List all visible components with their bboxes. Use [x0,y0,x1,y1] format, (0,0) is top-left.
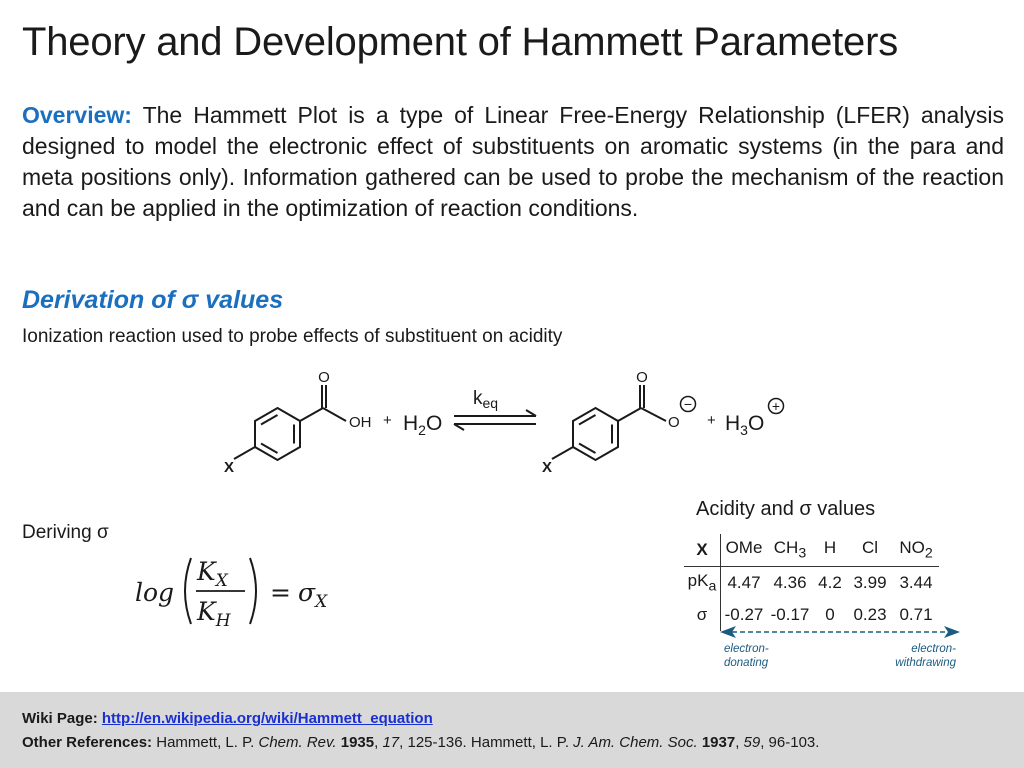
water-formula: $H_2O$ [403,412,443,438]
other-references-line: Other References: Hammett, L. P. Chem. Rev. 1935, 17, 125-136. Hammett, L. P. J. Am. Chem. Soc. 1937, 59, 96-103. [22,734,820,751]
plus-sign-1: + [383,412,392,429]
table-cell: 4.2 [818,573,842,592]
table-row-pka [684,567,939,600]
negative-charge-icon: − [683,396,693,412]
wiki-label: Wiki Page: [22,710,98,727]
right-parenthesis [250,558,256,624]
table-cell: 3.44 [899,573,933,592]
equation-sigma: $\sigma_X$ [298,578,328,612]
references-label: Other References: [22,734,153,751]
table-cell: 4.36 [773,573,807,592]
table-header-row [684,534,939,567]
column-header: OMe [721,534,768,567]
derivation-heading: Derivation of σ values [22,286,284,314]
product-oxide-o: O [668,414,680,431]
reactant-substituent-x: X [224,459,235,476]
row-label-pka: $pK_a$ [684,567,721,600]
ionization-reaction-scheme [220,362,790,478]
overview-label: Overview: [22,102,132,128]
table-cell: -0.27 [724,605,764,624]
table-cell: 4.47 [727,573,761,592]
reactant-hydroxyl: OH [349,414,372,431]
sigma-values-table [684,534,939,631]
column-header: H [813,534,847,567]
overview-text: The Hammett Plot is a type of Linear Free-Energy Relationship (LFER) analysis designed to model the electronic effect of substituents on aromatic systems (in the para and meta positions only). Information gathered can be used to probe the mechanism of the reaction and can be applied in the optimization of reaction conditions. [22,102,1004,221]
positive-charge-icon: + [771,398,781,414]
table-cell: 0.71 [899,605,933,624]
equation-numerator: $K_X$ [197,557,228,591]
column-header: $NO_2$ [893,534,939,567]
deriving-sigma-label: Deriving σ [22,522,109,543]
equation-log: log [135,578,175,607]
wiki-line [22,710,433,727]
header-label-x: X [684,534,721,567]
left-parenthesis [185,558,191,624]
benzoic-acid-structure [234,385,346,460]
references-footer [0,692,1024,768]
product-substituent-x: X [542,459,553,476]
ionization-caption: Ionization reaction used to probe effects of substituent on acidity [22,326,563,347]
table-cell: 3.99 [853,573,887,592]
equation-equals: = [270,578,291,607]
wiki-link[interactable]: http://en.wikipedia.org/wiki/Hammett_equation [101,710,433,727]
plus-sign-2: + [707,412,716,429]
table-cell: 0.23 [853,605,887,624]
overview-paragraph [22,100,1004,224]
equation-denominator: $K_H$ [197,597,231,631]
electron-donating-label: electron- donating [724,643,769,669]
column-header: $CH_3$ [767,534,813,567]
slide-title: Theory and Development of Hammett Parameters [22,20,899,64]
table-cell: -0.17 [770,605,810,624]
hydronium-formula: $H_3O$ [725,412,765,438]
table-title: Acidity and σ values [696,498,876,520]
column-header: Cl [847,534,893,567]
reactant-carbonyl-o: O [318,369,330,386]
table-cell: 0 [825,605,835,624]
product-carbonyl-o: O [636,369,648,386]
sigma-equation [135,550,345,632]
row-label-sigma: σ [684,599,721,631]
equilibrium-arrow [454,410,536,430]
electron-withdrawing-label: electron- withdrawing [895,643,956,669]
equilibrium-constant-label: $k_{eq}$ [473,388,499,411]
electronic-effect-arrow [718,622,962,642]
